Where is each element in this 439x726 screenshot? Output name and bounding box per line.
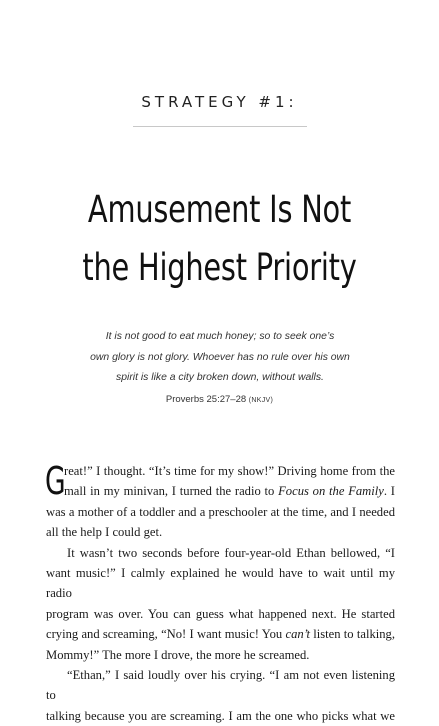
- paragraph-1-line-1: reat!” I thought. “It’s time for my show!” Driving home from the: [64, 464, 395, 478]
- program-title: Focus on the Family: [278, 484, 384, 499]
- paragraph-1-line-3: was a mother of a toddler and a preschooler at the time, and I needed: [46, 504, 395, 519]
- divider-rule: [133, 126, 307, 127]
- paragraph-1-line-2: [46, 481, 395, 501]
- body-text: [46, 461, 395, 726]
- epigraph-line-2: own glory is not glory. Whoever has no rule over his own: [90, 351, 350, 363]
- paragraph-3-line-1: “Ethan,” I said loudly over his crying. “I am not even listening to: [46, 668, 395, 703]
- text-run: mall in my minivan, I turned the radio to: [64, 484, 279, 499]
- epigraph: [60, 327, 380, 389]
- epigraph-citation: [0, 394, 439, 405]
- drop-cap: G: [45, 459, 66, 503]
- paragraph-2-line-4: [46, 624, 395, 644]
- paragraph-2-line-1: It wasn’t two seconds before four-year-old Ethan bellowed, “I: [67, 545, 395, 560]
- paragraph-3-line-2: talking because you are screaming. I am the one who picks what we: [46, 708, 395, 723]
- paragraph-2-line-3: program was over. You can guess what happened next. He started: [46, 606, 395, 621]
- epigraph-line-1: It is not good to eat much honey; so to seek one’s: [105, 331, 335, 342]
- chapter-title-line-1: Amusement Is Not: [87, 188, 352, 231]
- epigraph-line-3: spirit is like a city broken down, without walls.: [116, 372, 324, 383]
- citation-version: (NKJV): [248, 397, 274, 404]
- strategy-label: STRATEGY #1:: [141, 93, 298, 111]
- emphasis: can’t: [285, 627, 310, 642]
- citation-reference: Proverbs 25:27–28: [165, 394, 247, 405]
- text-run: . I: [383, 484, 395, 499]
- chapter-title-line-2: the Highest Priority: [82, 246, 357, 289]
- text-run: crying and screaming, “No! I want music! You: [46, 627, 286, 642]
- paragraph-1-line-4: all the help I could get.: [46, 525, 163, 540]
- text-run: listen to talking,: [309, 627, 395, 642]
- paragraph-2-line-2: want music!” I calmly explained he would have to wait until my radio: [46, 566, 395, 601]
- paragraph-2-line-5: Mommy!” The more I drove, the more he screamed.: [46, 647, 310, 662]
